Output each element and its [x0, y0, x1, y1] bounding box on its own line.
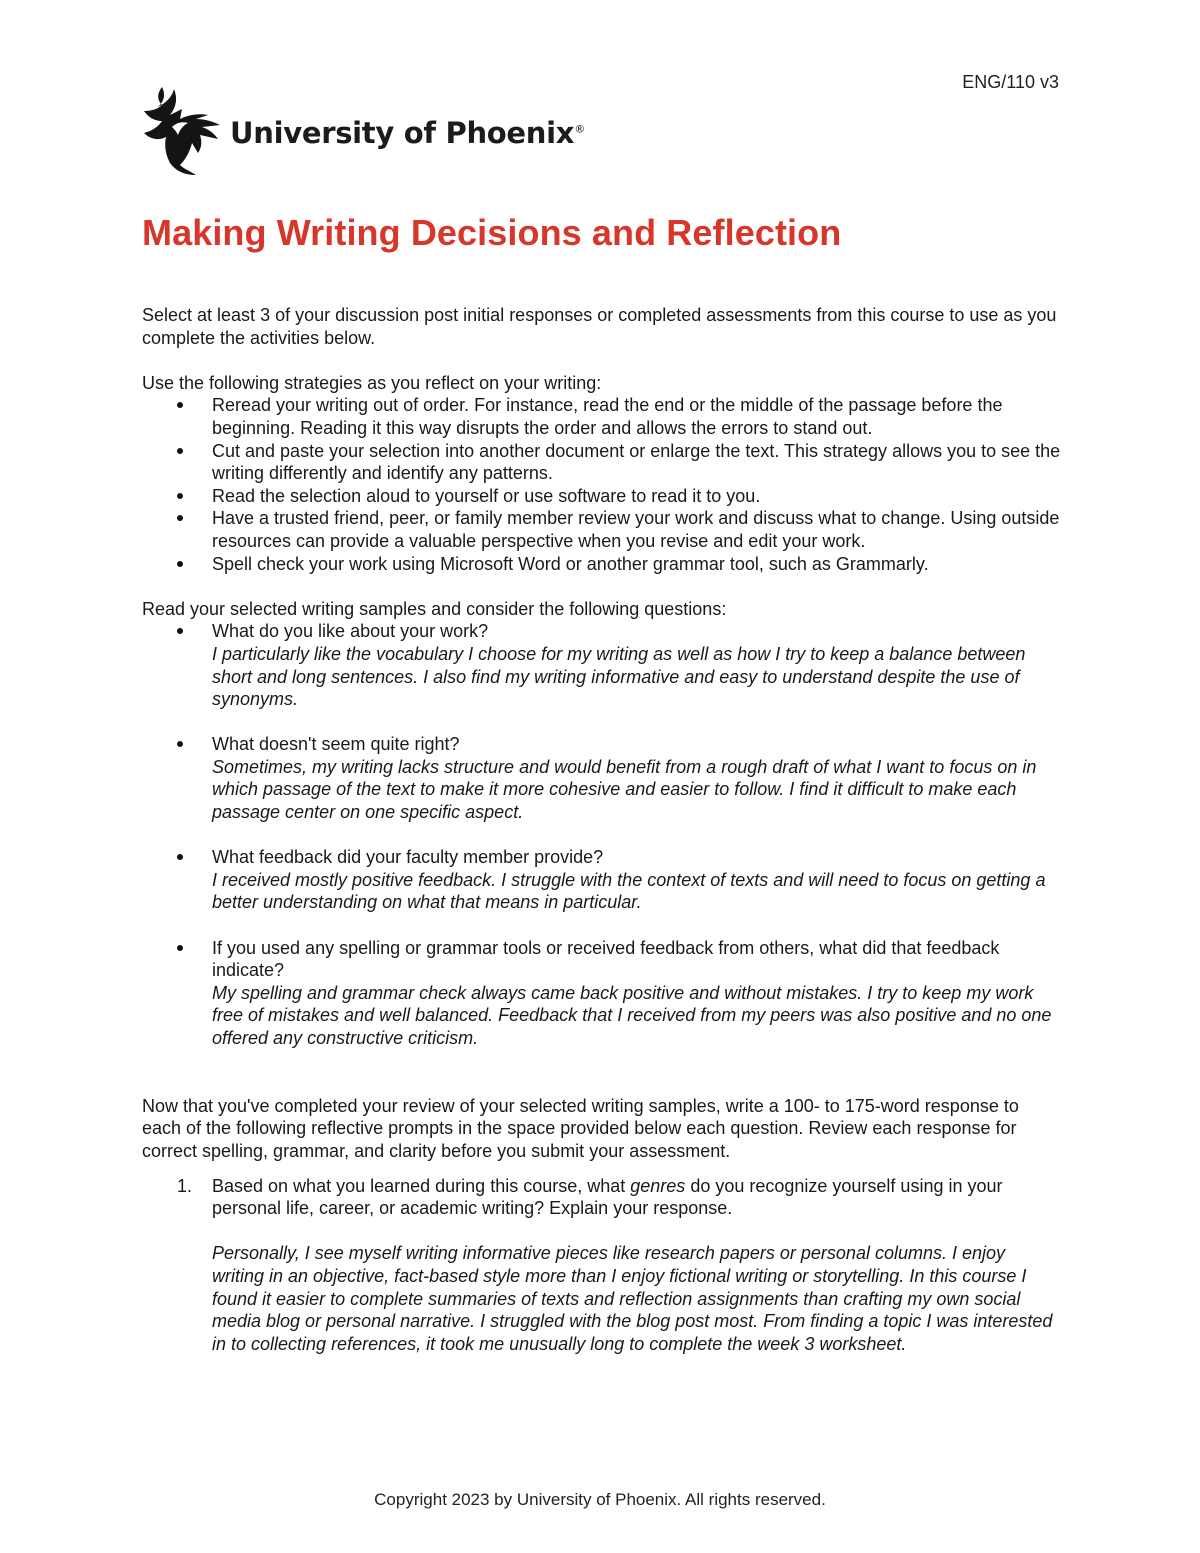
prompt-item — [142, 1175, 1062, 1356]
question-item — [142, 846, 1062, 936]
document-body — [142, 304, 1062, 1355]
prompt-text: Based on what you learned during this course, what genres do you recognize yourself using in your personal life, career, or academic writing? Explain your response. — [212, 1175, 1003, 1219]
copyright-footer: Copyright 2023 by University of Phoenix. All rights reserved. — [374, 1490, 826, 1509]
strategies-heading: Use the following strategies as you reflect on your writing: — [142, 372, 602, 393]
prompts-list — [142, 1175, 1062, 1356]
phoenix-bird-icon — [142, 85, 224, 177]
answer-text: I particularly like the vocabulary I choose for my writing as well as how I try to keep a balance between short and long sentences. I also find my writing informative and easy to understand despite the use of synonyms. — [212, 643, 1026, 710]
question-item — [142, 620, 1062, 733]
list-item: Cut and paste your selection into another document or enlarge the text. This strategy allows you to see the writing differently and identify any patterns. — [142, 440, 1062, 485]
questions-list — [142, 620, 1062, 1049]
question-item — [142, 937, 1062, 1050]
questions-heading: Read your selected writing samples and consider the following questions: — [142, 598, 727, 619]
answer-text: My spelling and grammar check always came back positive and without mistakes. I try to keep my work free of mistakes and well balanced. Feedback that I received from my peers was also positive and no one offered any constructive criticism. — [212, 982, 1052, 1048]
question-text: What do you like about your work? — [212, 621, 489, 642]
answer-text: Sometimes, my writing lacks structure and would benefit from a rough draft of what I want to focus on in which passage of the text to make it more cohesive and easier to follow. I find it difficult to make each passage center on one specific aspect. — [212, 756, 1037, 823]
question-text: If you used any spelling or grammar tools or received feedback from others, what did that feedback indicate? — [212, 937, 1000, 981]
question-text: What doesn't seem quite right? — [212, 734, 460, 755]
prompt-number: 1. — [177, 1175, 193, 1196]
prompt-answer: Personally, I see myself writing informative pieces like research papers or personal columns. I enjoy writing in an objective, fact-based style more than I enjoy fictional writing or storytelling. In this course I found it easier to complete summaries of texts and reflection assignments than crafting my own social media blog or personal narrative. I struggled with the blog post most. From finding a topic I was interested in to collecting references, it took me unusually long to complete the week 3 worksheet. — [212, 1243, 1053, 1354]
list-item: Have a trusted friend, peer, or family member review your work and discuss what to change. Using outside resources can provide a valuable perspective when you revise and edit your work. — [142, 507, 1062, 552]
list-item: Spell check your work using Microsoft Word or another grammar tool, such as Grammarly. — [142, 553, 1062, 576]
course-code: ENG/110 v3 — [962, 72, 1059, 92]
answer-text: I received mostly positive feedback. I struggle with the context of texts and will need to focus on getting a better understanding on what that means in particular. — [212, 869, 1046, 913]
list-item: Reread your writing out of order. For instance, read the end or the middle of the passage before the beginning. Reading it this way disrupts the order and allows the errors to stand out. — [142, 394, 1062, 439]
intro-paragraph: Select at least 3 of your discussion post initial responses or completed assessments from this course to use as you complete the activities below. — [142, 305, 1057, 348]
question-item — [142, 733, 1062, 846]
question-text: What feedback did your faculty member provide? — [212, 847, 604, 868]
strategies-list — [142, 394, 1062, 575]
page-title: Making Writing Decisions and Reflection — [142, 212, 842, 253]
response-instructions: Now that you've completed your review of your selected writing samples, write a 100- to 175-word response to each of the following reflective prompts in the space provided below each question. Review each response for correct spelling, grammar, and clarity before you submit your assessment. — [142, 1095, 1019, 1161]
logo-wordmark: University of Phoenix® — [230, 116, 585, 150]
university-logo — [142, 85, 585, 177]
list-item: Read the selection aloud to yourself or use software to read it to you. — [142, 485, 1062, 508]
